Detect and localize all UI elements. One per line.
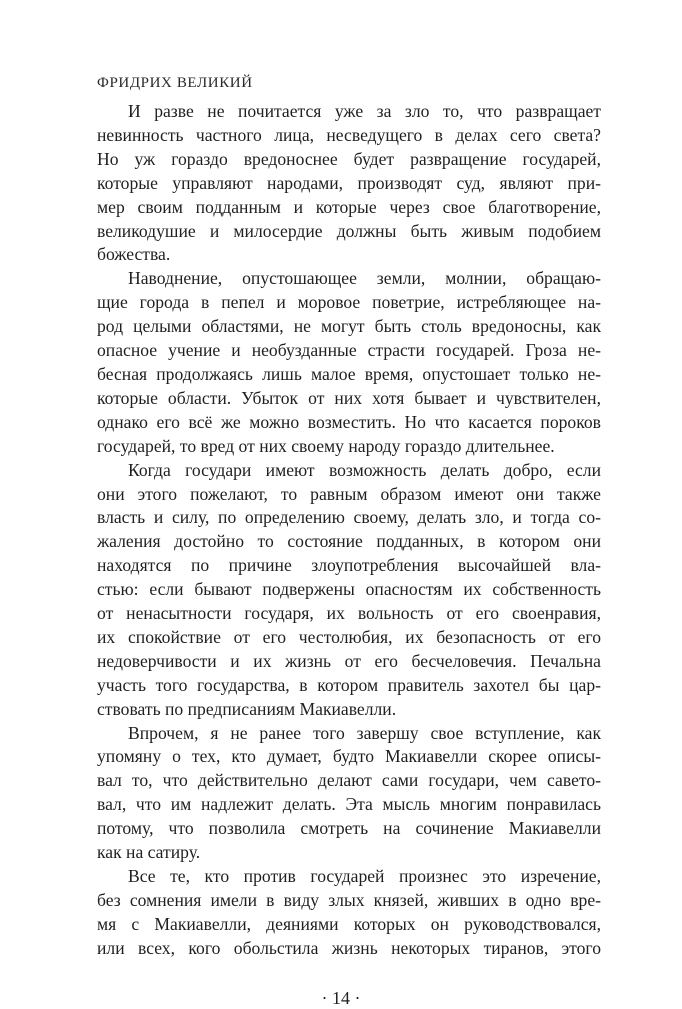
text-line: ствовать по предписаниям Макиавелли.	[97, 698, 397, 719]
text-line: недоверчивости и их жизнь от его бесчеловечия. Печальна	[97, 650, 601, 671]
text-line: участь того государства, в котором правитель захотел бы цар-	[97, 674, 601, 695]
text-line: находятся по причине злоупотребления высочайшей вла-	[97, 555, 601, 576]
text-line: мер своим подданным и которые через свое благотворение,	[97, 196, 601, 217]
text-line: великодушие и милосердие должны быть живым подобием	[97, 220, 601, 241]
text-line: опасное учение и необузданные страсти государей. Гроза не-	[97, 340, 601, 361]
text-line: вал то, что действительно делают сами государи, чем савето-	[97, 770, 601, 791]
text-line: Но уж гораздо вредоноснее будет развращение государей,	[97, 148, 601, 169]
text-line: от ненасытности государя, их вольность от его своенравия,	[97, 603, 601, 624]
paragraph	[97, 267, 601, 458]
text-line: или всех, кого обольстила жизнь некоторых тиранов, этого	[97, 937, 601, 958]
text-line: они этого пожелают, то равным образом имеют они также	[97, 483, 601, 504]
text-line: Когда государи имеют возможность делать добро, если	[128, 459, 601, 480]
text-line: без сомнения имели в виду злых князей, живших в одно вре-	[97, 889, 601, 910]
text-line: упомяну о тех, кто думает, будто Макиавелли скорее описы-	[97, 746, 601, 767]
text-line: Впрочем, я не ранее того завершу свое вступление, как	[128, 722, 601, 743]
body-text	[97, 100, 601, 961]
text-line: жаления достойно то состояние подданных, в котором они	[97, 531, 601, 552]
text-line: И разве не почитается уже за зло то, что развращает	[128, 101, 601, 121]
text-line: которые управляют народами, производят суд, являют при-	[97, 172, 601, 193]
text-line: их спокойствие от его честолюбия, их безопасность от его	[97, 626, 601, 647]
text-line: щие города в пепел и моровое поветрие, истребляющее на-	[97, 292, 601, 313]
text-line: власть и силу, по определению своему, делать зло, и тогда со-	[97, 507, 601, 528]
paragraph	[97, 459, 601, 722]
text-line: вал, что им надлежит делать. Эта мысль многим понравилась	[97, 794, 601, 815]
paragraph	[97, 722, 601, 865]
text-line: однако его всё же можно возместить. Но что касается пороков	[97, 411, 601, 432]
text-line: божества.	[97, 244, 171, 265]
text-line: которые области. Убыток от них хотя бывает и чувствителен,	[97, 387, 601, 408]
text-line: как на сатиру.	[97, 842, 201, 863]
text-line: Все те, кто против государей произнес это изречение,	[128, 866, 601, 886]
page-number: · 14 ·	[321, 987, 361, 1008]
text-line: бесная продолжаясь лишь малое время, опустошает только не-	[97, 363, 601, 384]
text-line: Наводнение, опустошающее земли, молнии, обращаю-	[128, 268, 601, 289]
text-line: род целыми областями, не могут быть столь вредоносны, как	[97, 316, 601, 337]
text-line: невинность частного лица, несведущего в делах сего света?	[97, 124, 601, 145]
paragraph	[97, 100, 601, 267]
running-header: ФРИДРИХ ВЕЛИКИЙ	[97, 75, 253, 91]
text-line: потому, что позволила смотреть на сочинение Макиавелли	[97, 818, 601, 839]
paragraph	[97, 865, 601, 961]
text-line: мя с Макиавелли, деяниями которых он руководствовался,	[97, 913, 601, 934]
text-line: государей, то вред от них своему народу гораздо длительнее.	[97, 435, 555, 456]
text-line: стью: если бывают подвержены опасностям их собственность	[97, 579, 601, 600]
